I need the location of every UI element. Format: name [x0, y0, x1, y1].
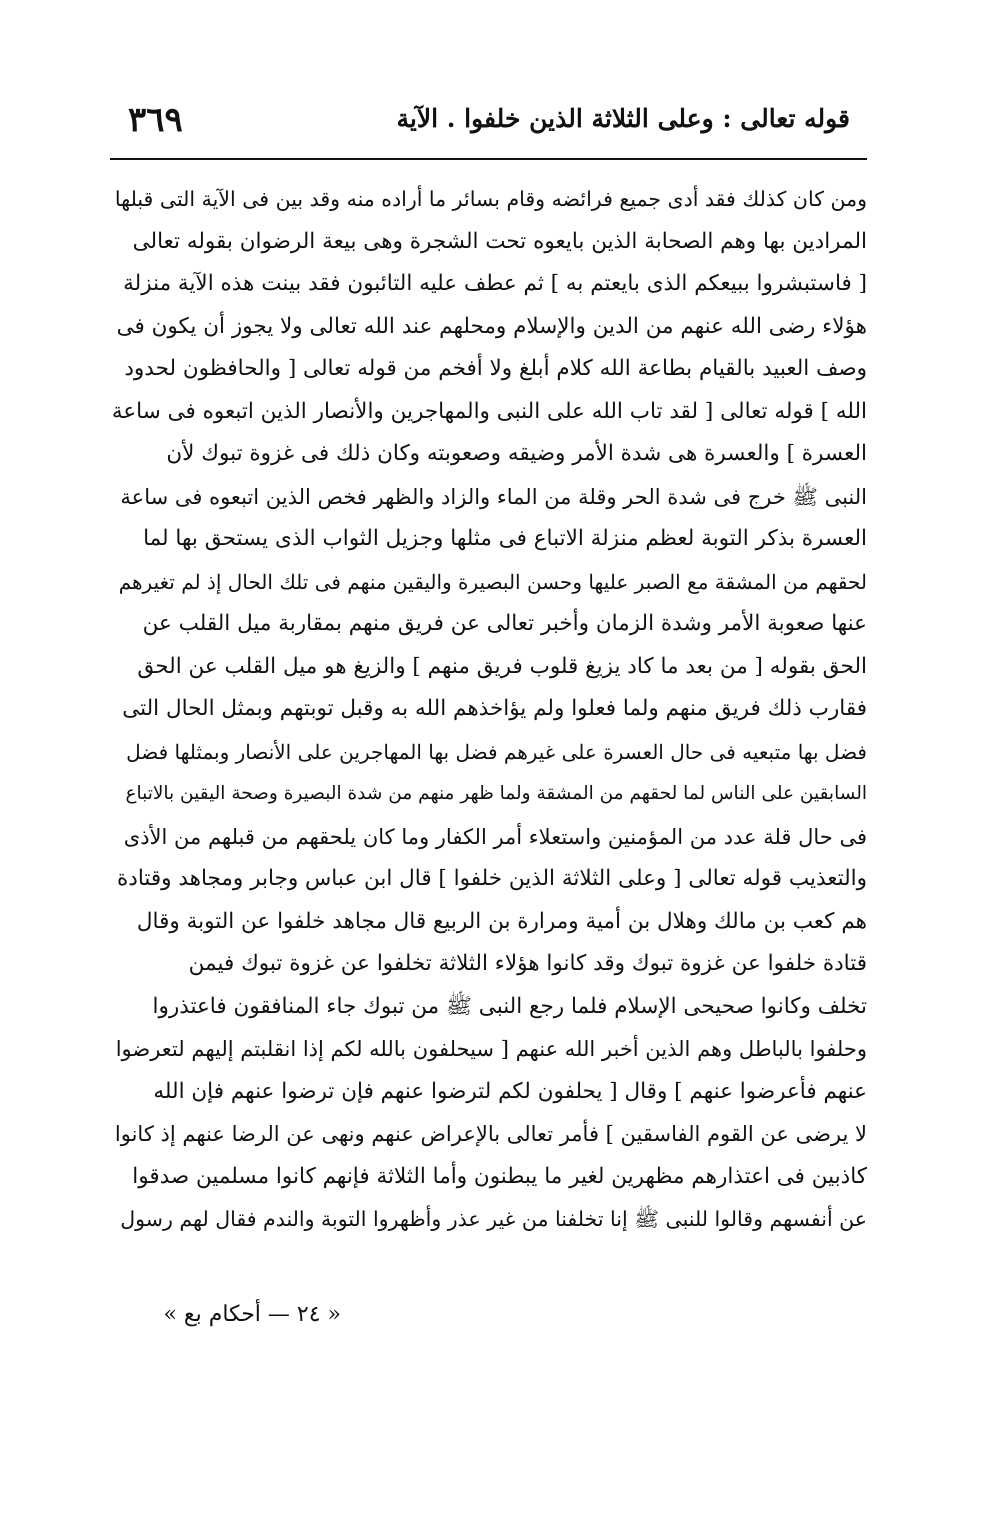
running-title: قوله تعالى : وعلى الثلاثة الذين خلفوا . الآية — [396, 104, 850, 133]
text-line: لا يرضى عن القوم الفاسقين ] فأمر تعالى بالإعراض عنهم ونهى عن الرضا عنهم إذ كانوا — [114, 1122, 867, 1146]
text-line: المرادين بها وهم الصحابة الذين بايعوه تحت الشجرة وهى بيعة الرضوان بقوله تعالى — [132, 228, 867, 254]
text-line: العسرة بذكر التوبة لعظم منزلة الاتباع فى مثلها وجزيل الثواب الذى يستحق بها لما — [143, 526, 867, 551]
text-line: عن أنفسهم وقالوا للنبى ﷺ إنا تخلفنا من غير عذر وأظهروا التوبة والندم فقال لهم رسول — [120, 1207, 867, 1231]
text-line: ومن كان كذلك فقد أدى جميع فرائضه وقام بسائر ما أراده منه وقد بين فى الآية التى قبلها — [114, 187, 867, 211]
text-line: وصف العبيد بالقيام بطاعة الله كلام أبلغ ولا أفخم من قوله تعالى [ والحافظون لحدود — [124, 356, 867, 381]
body-text — [110, 178, 867, 1241]
text-line: هم كعب بن مالك وهلال بن أمية ومرارة بن الربيع قال مجاهد خلفوا عن التوبة وقال — [136, 908, 867, 934]
text-line: عنها صعوبة الأمر وشدة الزمان وأخبر تعالى عن فريق منهم بمقاربة ميل القلب عن — [142, 611, 867, 636]
text-line: تخلف وكانوا صحيحى الإسلام فلما رجع النبى ﷺ من تبوك جاء المنافقون فاعتذروا — [152, 993, 867, 1019]
page-header — [128, 100, 850, 160]
text-line: السابقين على الناس لما لحقهم من المشقة ولما ظهر منهم من شدة البصيرة وصحة اليقين بالاتباع — [125, 783, 867, 804]
header-rule — [110, 158, 867, 160]
text-line: النبى ﷺ خرج فى شدة الحر وقلة من الماء والزاد والظهر فخص الذين اتبعوه فى ساعة — [120, 484, 867, 509]
text-line: [ فاستبشروا ببيعكم الذى بايعتم به ] ثم عطف عليه التائبون فقد بينت هذه الآية منزلة — [123, 271, 867, 296]
text-line: العسرة ] والعسرة هى شدة الأمر وضيقه وصعوبته وكان ذلك فى غزوة تبوك لأن — [166, 441, 867, 466]
text-line: فقارب ذلك فريق منهم ولما فعلوا ولم يؤاخذهم الله به وقبل توبتهم وبمثل الحال التى — [122, 696, 867, 721]
text-line: الله ] قوله تعالى [ لقد تاب الله على النبى والمهاجرين والأنصار الذين اتبعوه فى ساعة — [111, 398, 867, 424]
page-number: ٣٦٩ — [128, 100, 183, 140]
text-line: فى حال قلة عدد من المؤمنين واستعلاء أمر الكفار وما كان يلحقهم من قبلهم من الأذى — [123, 824, 867, 849]
text-line: لحقهم من المشقة مع الصبر عليها وحسن البصيرة واليقين منهم فى تلك الحال إذ لم تغيرهم — [118, 569, 867, 594]
printer-signature: « ٢٤ — أحكام بع » — [163, 1302, 341, 1327]
text-line: فضل بها متبعيه فى حال العسرة على غيرهم فضل بها المهاجرين على الأنصار وبمثلها فضل — [126, 739, 867, 764]
text-line: الحق بقوله [ من بعد ما كاد يزيغ قلوب فريق منهم ] والزيغ هو ميل القلب عن الحق — [137, 653, 867, 679]
text-line: كاذبين فى اعتذارهم مظهرين لغير ما يبطنون وأما الثلاثة فإنهم كانوا مسلمين صدقوا — [132, 1163, 867, 1189]
text-line: والتعذيب قوله تعالى [ وعلى الثلاثة الذين خلفوا ] قال ابن عباس وجابر ومجاهد وقتادة — [116, 866, 867, 891]
text-line: هؤلاء رضى الله عنهم من الدين والإسلام ومحلهم عند الله تعالى ولا يجوز أن يكون فى — [116, 313, 867, 339]
text-line: وحلفوا بالباطل وهم الذين أخبر الله عنهم [ سيحلفون بالله لكم إذا انقلبتم إليهم لتعرضوا — [115, 1037, 867, 1061]
text-line: عنهم فأعرضوا عنهم ] وقال [ يحلفون لكم لترضوا عنهم فإن ترضوا عنهم فإن الله — [153, 1078, 867, 1104]
text-line: قتادة خلفوا عن غزوة تبوك وقد كانوا هؤلاء الثلاثة تخلفوا عن غزوة تبوك فيمن — [188, 951, 867, 976]
